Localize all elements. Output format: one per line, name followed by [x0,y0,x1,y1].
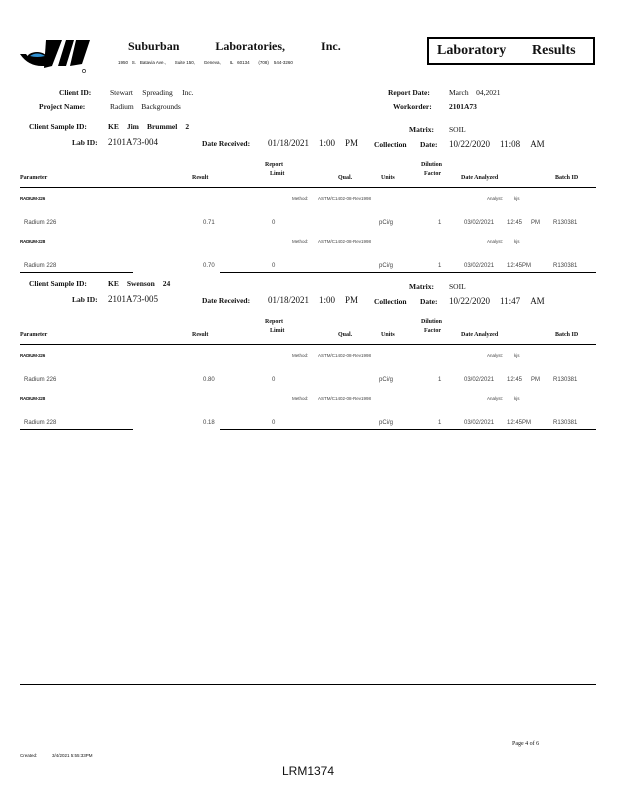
row-result: 0.71 [203,220,215,226]
col-units: Units [381,332,395,338]
analyte-heading: RADIUM-226 [20,353,46,358]
header-rule [20,344,596,345]
row-batch: R130381 [553,420,578,426]
col-report-limit-bottom: Limit [270,328,285,334]
footer-rule [20,684,596,685]
text-part: PM [345,138,359,148]
text-part: PM [531,377,541,383]
client-id-label: Client ID: [59,88,92,97]
analyst-label: Analyst: [487,239,504,244]
row-dilution: 1 [438,377,442,383]
analyte-heading: RADIUM-226 [20,196,46,201]
row-date: 03/02/2021 [464,220,495,226]
analyst-label: Analyst: [487,196,504,201]
row-date: 03/02/2021 [464,377,495,383]
row-parameter: Radium 226 [24,220,57,226]
matrix-label: Matrix: [409,125,434,134]
matrix-value: SOIL [449,282,466,291]
analyst-label: Analyst: [487,353,504,358]
col-dilution-top: Dilution [421,162,443,168]
col-report-limit-top: Report [265,319,283,325]
row-units: pCi/g [379,377,394,383]
workorder-value: 2101A73 [449,102,477,111]
col-batch-id: Batch ID [555,175,579,181]
analyst-value: kjs [514,396,520,401]
lab-id-label: Lab ID: [72,138,98,147]
method-value: ASTM/C1402-08-Rev1998 [318,196,372,201]
text-part: Jim [126,122,139,131]
row-time [507,263,531,269]
col-date-analyzed: Date Analyzed [461,332,499,338]
text-part: 11:47 [500,296,521,306]
method-label: Method: [292,196,309,201]
analyte-heading: RADIUM-228 [20,239,46,244]
row-units: pCi/g [379,263,394,269]
collection-label: Collection [374,297,407,306]
lab-id-value: 2101A73-005 [108,294,158,304]
row-batch: R130381 [553,377,578,383]
col-qual: Qual. [338,175,353,181]
collection-date-value [449,296,545,306]
col-date-analyzed: Date Analyzed [461,175,499,181]
bates-number: LRM1374 [282,764,335,778]
text-part: AM [530,296,545,306]
created-value: 3/4/2021 5:55:33PM [52,753,93,758]
client-id-value: Stewart Spreading Inc. [110,88,194,97]
row-parameter: Radium 226 [24,377,57,383]
company-name: Suburban Laboratories, Inc. [128,39,341,53]
company-address: 1950 S. Batavia Ave., Suite 150, Geneva, IL 60134 (708) 544-3260 [118,60,293,65]
client-sample-id-label: Client Sample ID: [29,279,87,288]
col-qual: Qual. [338,332,353,338]
company-logo [18,36,92,76]
row-batch: R130381 [553,263,578,269]
client-sample-id-label: Client Sample ID: [29,122,87,131]
row-result: 0.18 [203,420,215,426]
text-part: 12:45 [507,377,523,383]
method-label: Method: [292,353,309,358]
row-time [507,420,531,426]
collection-date-value [449,139,545,149]
analyst-label: Analyst: [487,396,504,401]
row-date: 03/02/2021 [464,263,495,269]
analyst-value: kjs [514,239,520,244]
row-batch: R130381 [553,220,578,226]
row-dilution: 1 [438,263,442,269]
lab-id-value: 2101A73-004 [108,137,158,147]
row-underline [20,429,133,430]
collection-label: Collection [374,140,407,149]
row-time [507,220,540,226]
matrix-value: SOIL [449,125,466,134]
col-result: Result [192,332,209,338]
report-date-label: Report Date: [388,88,430,97]
text-part: 11:08 [500,139,521,149]
text-part: 24 [162,279,171,288]
col-dilution-bottom: Factor [424,171,441,177]
row-time [507,377,540,383]
text-part: PM [345,295,359,305]
row-result: 0.80 [203,377,215,383]
row-underline [220,272,596,273]
text-part: 10/22/2020 [449,296,491,306]
col-parameter: Parameter [20,175,48,181]
row-units: pCi/g [379,420,394,426]
row-limit: 0 [272,220,276,226]
text-part: 01/18/2021 [268,295,310,305]
analyst-value: kjs [514,353,520,358]
method-value: ASTM/C1402-08-Rev1998 [318,396,372,401]
row-underline [20,272,133,273]
date-received-label: Date Received: [202,139,251,148]
text-part: 1:00 [319,138,336,148]
row-result: 0.70 [203,263,215,269]
date-received-label: Date Received: [202,296,251,305]
row-underline [220,429,596,430]
row-dilution: 1 [438,220,442,226]
client-sample-id-value [108,279,170,288]
row-limit: 0 [272,420,276,426]
header-rule [20,187,596,188]
text-part: 12:45 [507,220,523,226]
text-part: 2 [185,122,190,131]
created-label: Created: [20,753,38,758]
workorder-label: Workorder: [393,102,432,111]
date-received-value [268,295,358,305]
text-part: KE [108,122,119,131]
method-value: ASTM/C1402-08-Rev1998 [318,239,372,244]
row-dilution: 1 [438,420,442,426]
collection-date-label: Date: [420,297,438,306]
col-report-limit-top: Report [265,162,283,168]
row-parameter: Radium 228 [24,263,57,269]
lab-id-label: Lab ID: [72,295,98,304]
col-batch-id: Batch ID [555,332,579,338]
row-parameter: Radium 228 [24,420,57,426]
row-date: 03/02/2021 [464,420,495,426]
analyte-heading: RADIUM-228 [20,396,46,401]
text-part: Brummel [146,122,178,131]
row-limit: 0 [272,377,276,383]
col-units: Units [381,175,395,181]
analyst-value: kjs [514,196,520,201]
col-dilution-top: Dilution [421,319,443,325]
text-part: 01/18/2021 [268,138,310,148]
row-units: pCi/g [379,220,394,226]
method-label: Method: [292,239,309,244]
text-part: Swenson [126,279,155,288]
text-part: KE [108,279,119,288]
matrix-label: Matrix: [409,282,434,291]
method-value: ASTM/C1402-08-Rev1998 [318,353,372,358]
project-name-label: Project Name: [39,102,86,111]
text-part: 12:45PM [507,263,532,269]
text-part: 10/22/2020 [449,139,491,149]
col-result: Result [192,175,209,181]
collection-date-label: Date: [420,140,438,149]
project-name-value: Radium Backgrounds [110,102,181,111]
text-part: 1:00 [319,295,336,305]
text-part: PM [531,220,541,226]
col-parameter: Parameter [20,332,48,338]
report-date-value: March 04,2021 [449,88,501,97]
date-received-value [268,138,358,148]
page-number: Page 4 of 6 [512,741,540,747]
text-part: 12:45PM [507,420,532,426]
method-label: Method: [292,396,309,401]
col-dilution-bottom: Factor [424,328,441,334]
report-title-box: Laboratory Results [427,37,595,65]
client-sample-id-value [108,122,189,131]
col-report-limit-bottom: Limit [270,171,285,177]
text-part: AM [530,139,545,149]
row-limit: 0 [272,263,276,269]
